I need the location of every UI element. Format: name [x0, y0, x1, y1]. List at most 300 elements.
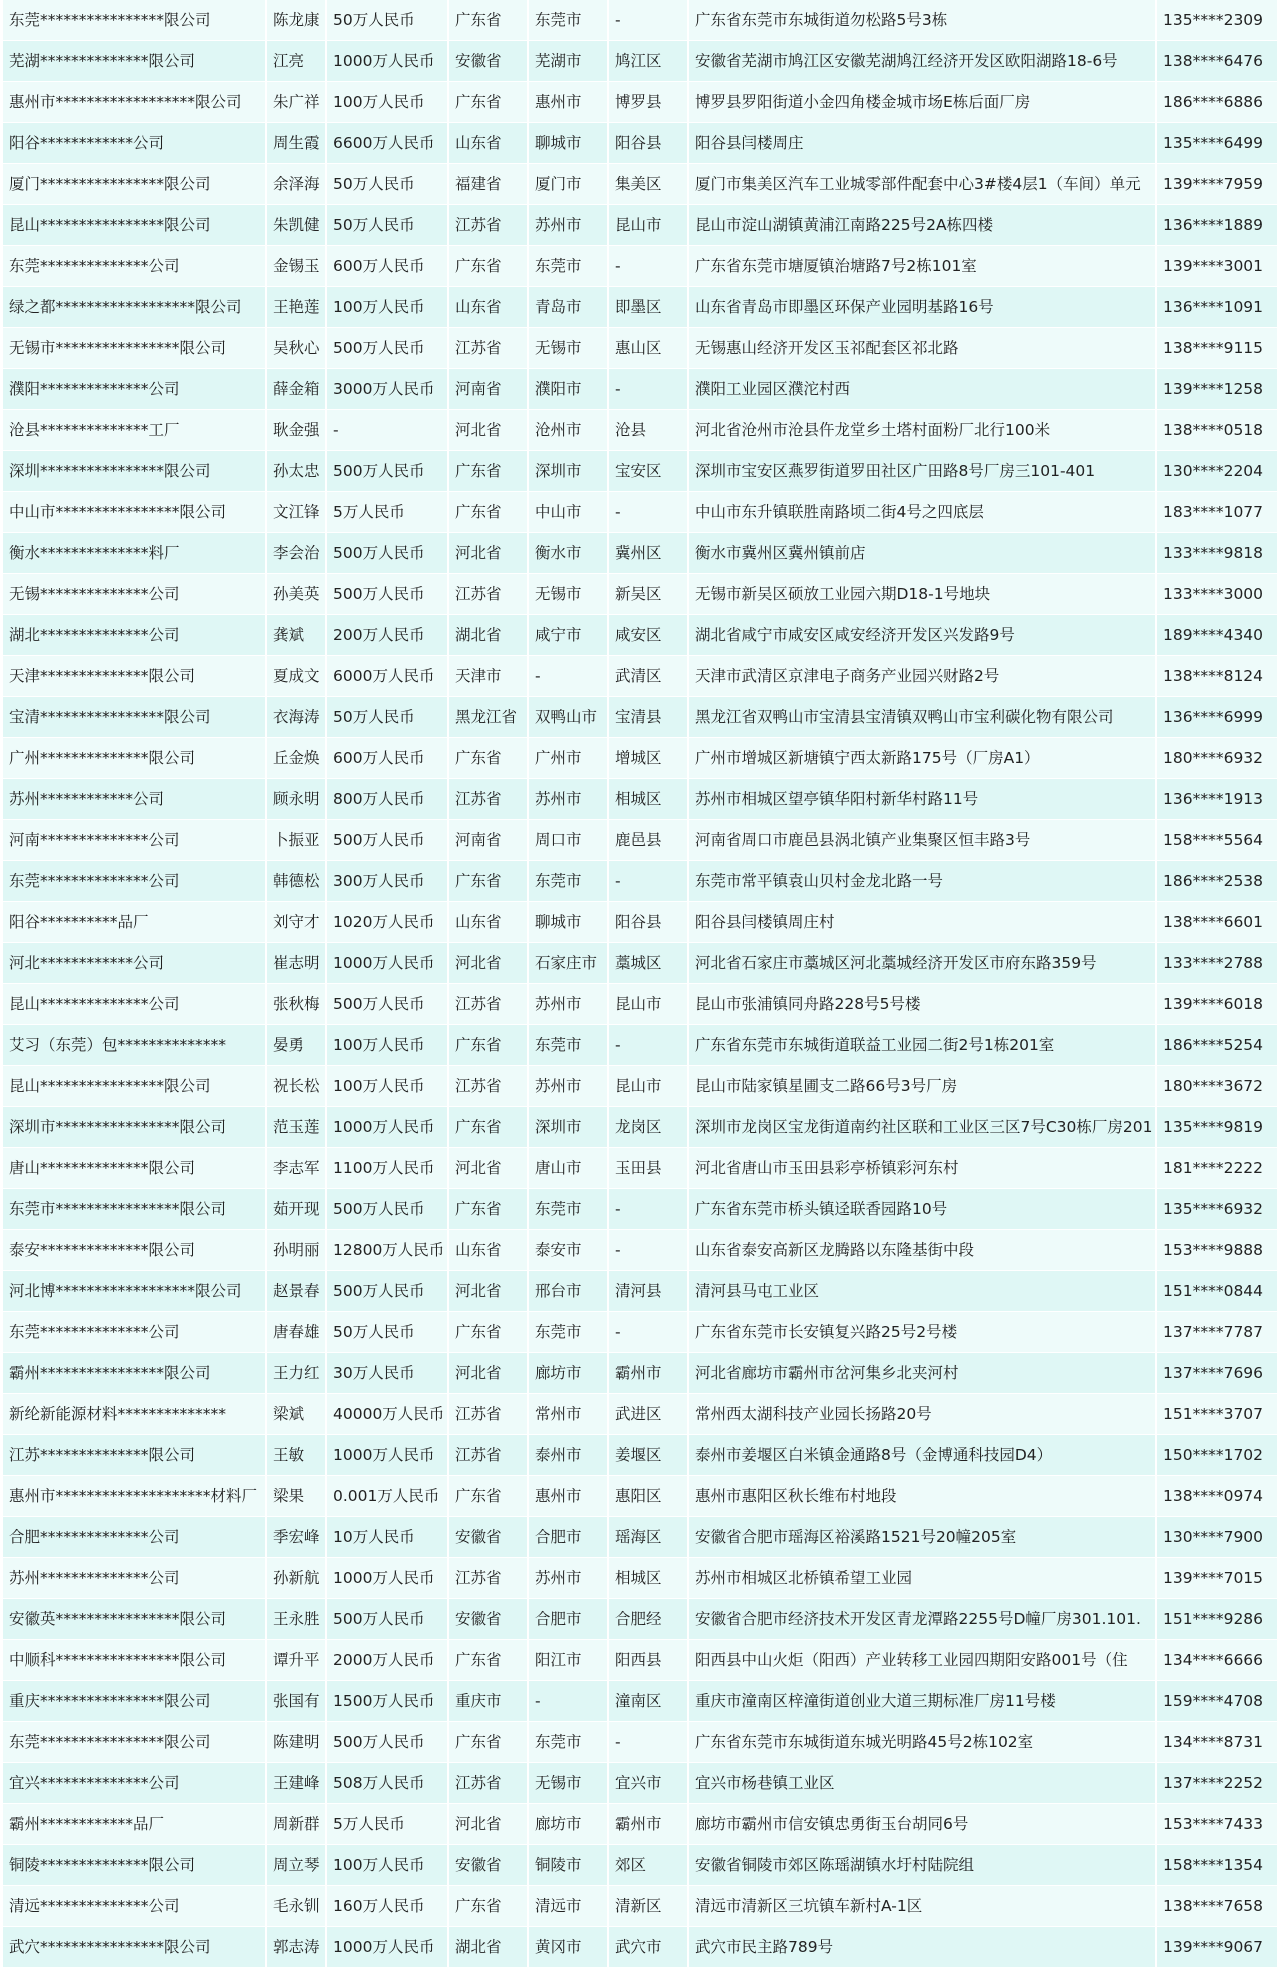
phone-cell: 138****9115 [1163, 339, 1264, 357]
city-cell: 东莞市 [529, 246, 609, 286]
phone-cell: 158****5564 [1163, 831, 1264, 849]
district-cell: 龙岗区 [609, 1107, 689, 1147]
registered-capital-cell: 3000万人民币 [327, 369, 449, 409]
phone-cell: 134****8731 [1163, 1733, 1264, 1751]
company-name-cell: 东莞**************公司 [3, 1312, 267, 1352]
province-cell: 江苏省 [449, 1558, 529, 1598]
company-name-cell: 昆山****************限公司 [3, 1066, 267, 1106]
table-row [3, 1640, 1277, 1681]
legal-representative-cell: 王艳莲 [267, 287, 327, 327]
address-cell: 阳谷县闫楼周庄 [689, 123, 1157, 163]
registered-capital-cell: 50万人民币 [327, 1312, 449, 1352]
phone-cell: 181****2222 [1163, 1159, 1264, 1177]
city-cell: 石家庄市 [529, 943, 609, 983]
legal-representative-cell: 谭升平 [267, 1640, 327, 1680]
address-cell: 中山市东升镇联胜南路顷二街4号之四底层 [689, 492, 1157, 532]
company-name-cell: 重庆****************限公司 [3, 1681, 267, 1721]
legal-representative-cell: 周生霞 [267, 123, 327, 163]
address-cell: 阳西县中山火炬（阳西）产业转移工业园四期阳安路001号（住 [689, 1640, 1157, 1680]
company-name-cell: 无锡**************公司 [3, 574, 267, 614]
city-cell: 苏州市 [529, 205, 609, 245]
phone-cell: 138****6601 [1163, 913, 1264, 931]
legal-representative-cell: 孙新航 [267, 1558, 327, 1598]
city-cell: 双鸭山市 [529, 697, 609, 737]
phone-cell: 136****6999 [1163, 708, 1264, 726]
table-row [3, 779, 1277, 820]
company-name-cell: 清远**************公司 [3, 1886, 267, 1926]
province-cell: 江苏省 [449, 1066, 529, 1106]
legal-representative-cell: 郭志涛 [267, 1927, 327, 1967]
city-cell: 阳江市 [529, 1640, 609, 1680]
table-row [3, 615, 1277, 656]
registered-capital-cell: - [327, 410, 449, 450]
company-name-cell: 武穴****************限公司 [3, 1927, 267, 1967]
phone-cell: 186****6886 [1163, 93, 1264, 111]
legal-representative-cell: 晏勇 [267, 1025, 327, 1065]
province-cell: 天津市 [449, 656, 529, 696]
phone-cell: 139****9067 [1163, 1938, 1264, 1956]
registered-capital-cell: 508万人民币 [327, 1763, 449, 1803]
company-name-cell: 江苏**************限公司 [3, 1435, 267, 1475]
table-row [3, 246, 1277, 287]
legal-representative-cell: 周立琴 [267, 1845, 327, 1885]
province-cell: 湖北省 [449, 1927, 529, 1967]
legal-representative-cell: 毛永钏 [267, 1886, 327, 1926]
city-cell: 芜湖市 [529, 41, 609, 81]
address-cell: 广东省东莞市东城街道勿松路5号3栋 [689, 0, 1157, 40]
city-cell: 中山市 [529, 492, 609, 532]
address-cell: 河北省沧州市沧县仵龙堂乡土塔村面粉厂北行100米 [689, 410, 1157, 450]
company-name-cell: 广州**************限公司 [3, 738, 267, 778]
address-cell: 衡水市冀州区冀州镇前店 [689, 533, 1157, 573]
province-cell: 广东省 [449, 1886, 529, 1926]
legal-representative-cell: 陈建明 [267, 1722, 327, 1762]
registered-capital-cell: 12800万人民币 [327, 1230, 449, 1270]
address-cell: 河北省石家庄市藁城区河北藁城经济开发区市府东路359号 [689, 943, 1157, 983]
province-cell: 江苏省 [449, 1394, 529, 1434]
table-row [3, 1353, 1277, 1394]
district-cell: 集美区 [609, 164, 689, 204]
district-cell: - [609, 1025, 689, 1065]
legal-representative-cell: 孙美英 [267, 574, 327, 614]
city-cell: 东莞市 [529, 1312, 609, 1352]
table-row [3, 820, 1277, 861]
province-cell: 河南省 [449, 820, 529, 860]
company-name-cell: 铜陵**************限公司 [3, 1845, 267, 1885]
legal-representative-cell: 孙太忠 [267, 451, 327, 491]
registered-capital-cell: 500万人民币 [327, 328, 449, 368]
district-cell: 博罗县 [609, 82, 689, 122]
district-cell: 武穴市 [609, 1927, 689, 1967]
company-name-cell: 阳谷************公司 [3, 123, 267, 163]
phone-cell: 139****6018 [1163, 995, 1264, 1013]
company-name-cell: 艾习（东莞）包************** [3, 1025, 267, 1065]
city-cell: 廊坊市 [529, 1804, 609, 1844]
legal-representative-cell: 祝长松 [267, 1066, 327, 1106]
company-name-cell: 中山市****************限公司 [3, 492, 267, 532]
registered-capital-cell: 40000万人民币 [327, 1394, 449, 1434]
table-row [3, 1722, 1277, 1763]
table-row [3, 287, 1277, 328]
registered-capital-cell: 500万人民币 [327, 1722, 449, 1762]
legal-representative-cell: 卜振亚 [267, 820, 327, 860]
province-cell: 安徽省 [449, 1517, 529, 1557]
city-cell: 聊城市 [529, 902, 609, 942]
address-cell: 山东省泰安高新区龙腾路以东隆基街中段 [689, 1230, 1157, 1270]
district-cell: 瑶海区 [609, 1517, 689, 1557]
company-name-cell: 芜湖**************限公司 [3, 41, 267, 81]
registered-capital-cell: 1000万人民币 [327, 1435, 449, 1475]
phone-cell: 180****3672 [1163, 1077, 1264, 1095]
registered-capital-cell: 1020万人民币 [327, 902, 449, 942]
phone-cell: 135****2309 [1163, 11, 1264, 29]
legal-representative-cell: 李会治 [267, 533, 327, 573]
district-cell: 潼南区 [609, 1681, 689, 1721]
company-name-cell: 唐山**************限公司 [3, 1148, 267, 1188]
address-cell: 广州市增城区新塘镇宁西太新路175号（厂房A1） [689, 738, 1157, 778]
registered-capital-cell: 5万人民币 [327, 1804, 449, 1844]
province-cell: 河北省 [449, 1804, 529, 1844]
registered-capital-cell: 0.001万人民币 [327, 1476, 449, 1516]
table-row [3, 1763, 1277, 1804]
legal-representative-cell: 范玉莲 [267, 1107, 327, 1147]
registered-capital-cell: 1500万人民币 [327, 1681, 449, 1721]
district-cell: 相城区 [609, 779, 689, 819]
company-name-cell: 惠州市********************材料厂 [3, 1476, 267, 1516]
address-cell: 安徽省合肥市经济技术开发区青龙潭路2255号D幢厂房301.101. [689, 1599, 1157, 1639]
phone-cell: 153****9888 [1163, 1241, 1264, 1259]
city-cell: 咸宁市 [529, 615, 609, 655]
phone-cell: 151****9286 [1163, 1610, 1264, 1628]
legal-representative-cell: 王敏 [267, 1435, 327, 1475]
province-cell: 福建省 [449, 164, 529, 204]
legal-representative-cell: 金锡玉 [267, 246, 327, 286]
city-cell: 苏州市 [529, 1558, 609, 1598]
phone-cell: 159****4708 [1163, 1692, 1264, 1710]
table-row [3, 123, 1277, 164]
company-name-cell: 东莞市****************限公司 [3, 1189, 267, 1229]
legal-representative-cell: 季宏峰 [267, 1517, 327, 1557]
legal-representative-cell: 张国有 [267, 1681, 327, 1721]
province-cell: 江苏省 [449, 205, 529, 245]
table-row [3, 1271, 1277, 1312]
legal-representative-cell: 顾永明 [267, 779, 327, 819]
phone-cell: 136****1913 [1163, 790, 1264, 808]
address-cell: 昆山市陆家镇星圃支二路66号3号厂房 [689, 1066, 1157, 1106]
city-cell: 合肥市 [529, 1517, 609, 1557]
province-cell: 黑龙江省 [449, 697, 529, 737]
district-cell: 沧县 [609, 410, 689, 450]
district-cell: - [609, 1230, 689, 1270]
address-cell: 常州西太湖科技产业园长扬路20号 [689, 1394, 1157, 1434]
phone-cell: 133****2788 [1163, 954, 1264, 972]
phone-cell: 137****7696 [1163, 1364, 1264, 1382]
province-cell: 广东省 [449, 1476, 529, 1516]
registered-capital-cell: 800万人民币 [327, 779, 449, 819]
registered-capital-cell: 1000万人民币 [327, 943, 449, 983]
phone-cell: 133****9818 [1163, 544, 1264, 562]
district-cell: 冀州区 [609, 533, 689, 573]
province-cell: 江苏省 [449, 328, 529, 368]
district-cell: 昆山市 [609, 205, 689, 245]
company-name-cell: 天津**************限公司 [3, 656, 267, 696]
province-cell: 安徽省 [449, 1599, 529, 1639]
province-cell: 广东省 [449, 738, 529, 778]
district-cell: 宜兴市 [609, 1763, 689, 1803]
company-table [3, 0, 1277, 1968]
registered-capital-cell: 6600万人民币 [327, 123, 449, 163]
phone-cell: 183****1077 [1163, 503, 1264, 521]
legal-representative-cell: 丘金焕 [267, 738, 327, 778]
city-cell: 常州市 [529, 1394, 609, 1434]
registered-capital-cell: 100万人民币 [327, 1066, 449, 1106]
city-cell: 聊城市 [529, 123, 609, 163]
table-row [3, 164, 1277, 205]
district-cell: 昆山市 [609, 984, 689, 1024]
district-cell: - [609, 1722, 689, 1762]
city-cell: 濮阳市 [529, 369, 609, 409]
table-row [3, 410, 1277, 451]
phone-cell: 130****7900 [1163, 1528, 1264, 1546]
phone-cell: 180****6932 [1163, 749, 1264, 767]
phone-cell: 137****7787 [1163, 1323, 1264, 1341]
registered-capital-cell: 500万人民币 [327, 820, 449, 860]
district-cell: - [609, 246, 689, 286]
company-name-cell: 东莞**************公司 [3, 246, 267, 286]
district-cell: 玉田县 [609, 1148, 689, 1188]
company-name-cell: 安徽英****************限公司 [3, 1599, 267, 1639]
province-cell: 湖北省 [449, 615, 529, 655]
legal-representative-cell: 江亮 [267, 41, 327, 81]
province-cell: 广东省 [449, 1722, 529, 1762]
address-cell: 广东省东莞市东城街道东城光明路45号2栋102室 [689, 1722, 1157, 1762]
company-name-cell: 昆山****************限公司 [3, 205, 267, 245]
legal-representative-cell: 耿金强 [267, 410, 327, 450]
district-cell: 咸安区 [609, 615, 689, 655]
phone-cell: 138****8124 [1163, 667, 1264, 685]
phone-cell: 151****0844 [1163, 1282, 1264, 1300]
phone-cell: 138****0518 [1163, 421, 1264, 439]
legal-representative-cell: 王建峰 [267, 1763, 327, 1803]
province-cell: 河北省 [449, 1271, 529, 1311]
phone-cell: 153****7433 [1163, 1815, 1264, 1833]
registered-capital-cell: 1000万人民币 [327, 1107, 449, 1147]
registered-capital-cell: 500万人民币 [327, 1599, 449, 1639]
legal-representative-cell: 茹开现 [267, 1189, 327, 1229]
company-name-cell: 惠州市******************限公司 [3, 82, 267, 122]
phone-cell: 135****6499 [1163, 134, 1264, 152]
province-cell: 山东省 [449, 1230, 529, 1270]
province-cell: 河北省 [449, 1148, 529, 1188]
address-cell: 清河县马屯工业区 [689, 1271, 1157, 1311]
table-row [3, 697, 1277, 738]
address-cell: 昆山市淀山湖镇黄浦江南路225号2A栋四楼 [689, 205, 1157, 245]
address-cell: 广东省东莞市塘厦镇治塘路7号2栋101室 [689, 246, 1157, 286]
phone-cell: 138****0974 [1163, 1487, 1264, 1505]
company-name-cell: 昆山**************公司 [3, 984, 267, 1024]
company-name-cell: 苏州**************公司 [3, 1558, 267, 1598]
registered-capital-cell: 500万人民币 [327, 984, 449, 1024]
phone-cell: 135****6932 [1163, 1200, 1264, 1218]
registered-capital-cell: 10万人民币 [327, 1517, 449, 1557]
province-cell: 广东省 [449, 1640, 529, 1680]
district-cell: 昆山市 [609, 1066, 689, 1106]
company-name-cell: 苏州************公司 [3, 779, 267, 819]
district-cell: 阳谷县 [609, 902, 689, 942]
district-cell: - [609, 492, 689, 532]
phone-cell: 189****4340 [1163, 626, 1264, 644]
city-cell: 清远市 [529, 1886, 609, 1926]
district-cell: 郊区 [609, 1845, 689, 1885]
district-cell: 鹿邑县 [609, 820, 689, 860]
registered-capital-cell: 50万人民币 [327, 0, 449, 40]
registered-capital-cell: 1100万人民币 [327, 1148, 449, 1188]
district-cell: - [609, 1189, 689, 1229]
phone-cell: 139****3001 [1163, 257, 1264, 275]
city-cell: 周口市 [529, 820, 609, 860]
registered-capital-cell: 100万人民币 [327, 1845, 449, 1885]
phone-cell: 139****7015 [1163, 1569, 1264, 1587]
address-cell: 无锡惠山经济开发区玉祁配套区祁北路 [689, 328, 1157, 368]
city-cell: 厦门市 [529, 164, 609, 204]
city-cell: 东莞市 [529, 1189, 609, 1229]
district-cell: 霸州市 [609, 1804, 689, 1844]
legal-representative-cell: 薛金箱 [267, 369, 327, 409]
company-name-cell: 绿之都******************限公司 [3, 287, 267, 327]
table-row [3, 984, 1277, 1025]
city-cell: 广州市 [529, 738, 609, 778]
table-row [3, 205, 1277, 246]
city-cell: 廊坊市 [529, 1353, 609, 1393]
address-cell: 天津市武清区京津电子商务产业园兴财路2号 [689, 656, 1157, 696]
city-cell: 惠州市 [529, 1476, 609, 1516]
city-cell: 铜陵市 [529, 1845, 609, 1885]
registered-capital-cell: 1000万人民币 [327, 41, 449, 81]
district-cell: 武清区 [609, 656, 689, 696]
legal-representative-cell: 梁斌 [267, 1394, 327, 1434]
province-cell: 广东省 [449, 1025, 529, 1065]
phone-cell: 139****7959 [1163, 175, 1264, 193]
legal-representative-cell: 李志军 [267, 1148, 327, 1188]
legal-representative-cell: 王力红 [267, 1353, 327, 1393]
table-row [3, 656, 1277, 697]
phone-cell: 136****1091 [1163, 298, 1264, 316]
province-cell: 广东省 [449, 1312, 529, 1352]
company-name-cell: 东莞**************公司 [3, 861, 267, 901]
table-row [3, 738, 1277, 779]
legal-representative-cell: 王永胜 [267, 1599, 327, 1639]
district-cell: 姜堰区 [609, 1435, 689, 1475]
district-cell: 阳谷县 [609, 123, 689, 163]
address-cell: 广东省东莞市东城街道联益工业园二街2号1栋201室 [689, 1025, 1157, 1065]
address-cell: 无锡市新吴区硕放工业园六期D18-1号地块 [689, 574, 1157, 614]
district-cell: 合肥经 [609, 1599, 689, 1639]
phone-cell: 136****1889 [1163, 216, 1264, 234]
registered-capital-cell: 500万人民币 [327, 1271, 449, 1311]
legal-representative-cell: 吴秋心 [267, 328, 327, 368]
district-cell: - [609, 369, 689, 409]
table-row [3, 1845, 1277, 1886]
legal-representative-cell: 梁果 [267, 1476, 327, 1516]
registered-capital-cell: 30万人民币 [327, 1353, 449, 1393]
company-name-cell: 沧县**************工厂 [3, 410, 267, 450]
province-cell: 重庆市 [449, 1681, 529, 1721]
city-cell: 苏州市 [529, 1066, 609, 1106]
registered-capital-cell: 6000万人民币 [327, 656, 449, 696]
legal-representative-cell: 文江锋 [267, 492, 327, 532]
address-cell: 厦门市集美区汽车工业城零部件配套中心3#楼4层1（车间）单元 [689, 164, 1157, 204]
city-cell: 无锡市 [529, 328, 609, 368]
phone-cell: 150****1702 [1163, 1446, 1264, 1464]
company-name-cell: 深圳市****************限公司 [3, 1107, 267, 1147]
city-cell: 沧州市 [529, 410, 609, 450]
table-row [3, 533, 1277, 574]
province-cell: 河北省 [449, 1353, 529, 1393]
phone-cell: 186****2538 [1163, 872, 1264, 890]
table-row [3, 1599, 1277, 1640]
legal-representative-cell: 崔志明 [267, 943, 327, 983]
address-cell: 昆山市张浦镇同舟路228号5号楼 [689, 984, 1157, 1024]
table-row [3, 1681, 1277, 1722]
city-cell: - [529, 656, 609, 696]
address-cell: 泰州市姜堰区白米镇金通路8号（金博通科技园D4） [689, 1435, 1157, 1475]
province-cell: 山东省 [449, 287, 529, 327]
registered-capital-cell: 600万人民币 [327, 246, 449, 286]
table-row [3, 1804, 1277, 1845]
company-name-cell: 东莞****************限公司 [3, 1722, 267, 1762]
table-row [3, 0, 1277, 41]
district-cell: 相城区 [609, 1558, 689, 1598]
district-cell: - [609, 861, 689, 901]
district-cell: 惠阳区 [609, 1476, 689, 1516]
registered-capital-cell: 50万人民币 [327, 697, 449, 737]
province-cell: 广东省 [449, 1189, 529, 1229]
phone-cell: 133****3000 [1163, 585, 1264, 603]
province-cell: 江苏省 [449, 1763, 529, 1803]
province-cell: 江苏省 [449, 574, 529, 614]
legal-representative-cell: 孙明丽 [267, 1230, 327, 1270]
company-name-cell: 无锡市****************限公司 [3, 328, 267, 368]
table-row [3, 492, 1277, 533]
table-row [3, 1886, 1277, 1927]
city-cell: 东莞市 [529, 1722, 609, 1762]
province-cell: 安徽省 [449, 1845, 529, 1885]
city-cell: 合肥市 [529, 1599, 609, 1639]
province-cell: 广东省 [449, 1107, 529, 1147]
city-cell: 无锡市 [529, 574, 609, 614]
phone-cell: 139****1258 [1163, 380, 1264, 398]
registered-capital-cell: 50万人民币 [327, 164, 449, 204]
address-cell: 深圳市宝安区燕罗街道罗田社区广田路8号厂房三101-401 [689, 451, 1157, 491]
company-name-cell: 河北************公司 [3, 943, 267, 983]
table-row [3, 861, 1277, 902]
district-cell: 武进区 [609, 1394, 689, 1434]
address-cell: 广东省东莞市桥头镇迳联香园路10号 [689, 1189, 1157, 1229]
registered-capital-cell: 600万人民币 [327, 738, 449, 778]
company-name-cell: 阳谷**********品厂 [3, 902, 267, 942]
province-cell: 广东省 [449, 451, 529, 491]
province-cell: 广东省 [449, 861, 529, 901]
registered-capital-cell: 100万人民币 [327, 1025, 449, 1065]
registered-capital-cell: 500万人民币 [327, 574, 449, 614]
province-cell: 江苏省 [449, 1435, 529, 1475]
registered-capital-cell: 500万人民币 [327, 451, 449, 491]
legal-representative-cell: 唐春雄 [267, 1312, 327, 1352]
table-row [3, 1230, 1277, 1271]
province-cell: 安徽省 [449, 41, 529, 81]
phone-cell: 186****5254 [1163, 1036, 1264, 1054]
company-name-cell: 泰安**************限公司 [3, 1230, 267, 1270]
